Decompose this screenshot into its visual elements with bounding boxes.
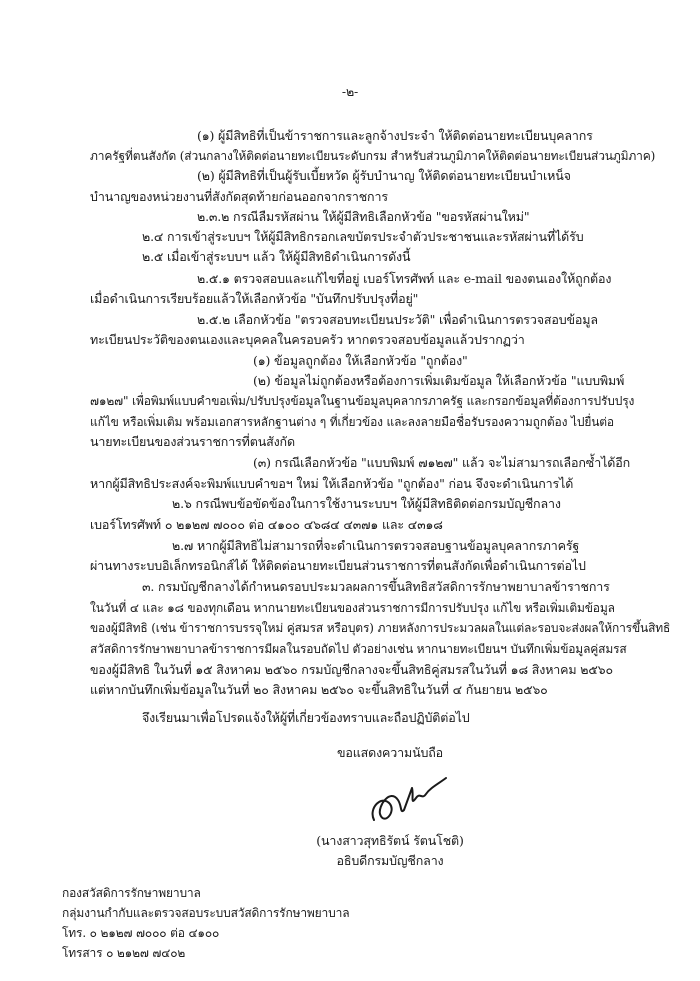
signature-image (360, 770, 450, 832)
paragraph-line: แก้ไข หรือเพิ่มเติม พร้อมเอกสารหลักฐานต่าง ๆ ที่เกี่ยวข้อง และลงลายมือชื่อรับรองความถูกต้อง ไปยื่นต่อ (90, 415, 614, 429)
closing-text: ขอแสดงความนับถือ (336, 745, 444, 760)
footer-dept: กองสวัสดิการรักษาพยาบาล (62, 886, 201, 900)
page-number: -๒- (341, 84, 359, 99)
footer-fax: โทรสาร ๐ ๒๑๒๗ ๗๔๐๒ (62, 946, 186, 960)
paragraph-line: ๒.๖ กรณีพบข้อขัดข้องในการใช้งานระบบฯ ให้ผู้มีสิทธิติดต่อกรมบัญชีกลาง (172, 496, 561, 511)
paragraph-line: ของผู้มีสิทธิ ในวันที่ ๑๕ สิงหาคม ๒๕๖๐ กรมบัญชีกลางจะขึ้นสิทธิคู่สมรสในวันที่ ๑๘ สิงหาคม ๒๕๖๐ (90, 662, 613, 677)
paragraph-line: ๒.๕ เมื่อเข้าสู่ระบบฯ แล้ว ให้ผู้มีสิทธิดำเนินการดังนี้ (142, 249, 411, 264)
paragraph-line: ๒.๗ หากผู้มีสิทธิไม่สามารถที่จะดำเนินการตรวจสอบฐานข้อมูลบุคลากรภาครัฐ (172, 538, 580, 553)
paragraph-line: บำนาญของหน่วยงานที่สังกัดสุดท้ายก่อนออกจากราชการ (90, 189, 388, 204)
footer-division: กลุ่มงานกำกับและตรวจสอบระบบสวัสดิการรักษาพยาบาล (62, 906, 350, 920)
paragraph-line: ๒.๕.๑ ตรวจสอบและแก้ไขที่อยู่ เบอร์โทรศัพท์ และ e-mail ของตนเองให้ถูกต้อง (197, 271, 612, 286)
paragraph-line: ผ่านทางระบบอิเล็กทรอนิกส์ได้ ให้ติดต่อนายทะเบียนส่วนราชการที่ตนสังกัดเพื่อดำเนินการต่อไป (90, 558, 586, 573)
paragraph-line: ๓. กรมบัญชีกลางได้กำหนดรอบประมวลผลการขึ้นสิทธิสวัสดิการรักษาพยาบาลข้าราชการ (142, 579, 610, 594)
paragraph-line: หากผู้มีสิทธิประสงค์จะพิมพ์แบบคำขอฯ ใหม่ ให้เลือกหัวข้อ "ถูกต้อง" ก่อน จึงจะดำเนินการได้ (90, 476, 574, 491)
paragraph-line: (๓) กรณีเลือกหัวข้อ "แบบพิมพ์ ๗๑๒๗" แล้ว จะไม่สามารถเลือกซ้ำได้อีก (253, 455, 631, 470)
paragraph-line: ๒.๔ การเข้าสู่ระบบฯ ให้ผู้มีสิทธิกรอกเลขบัตรประจำตัวประชาชนและรหัสผ่านที่ได้รับ (142, 229, 584, 244)
paragraph-line: แต่หากบันทึกเพิ่มข้อมูลในวันที่ ๒๐ สิงหาคม ๒๕๖๐ จะขึ้นสิทธิในวันที่ ๔ กันยายน ๒๕๖๐ (90, 682, 548, 697)
paragraph-line: (๒) ผู้มีสิทธิที่เป็นผู้รับเบี้ยหวัด ผู้รับบำนาญ ให้ติดต่อนายทะเบียนบำเหน็จ (197, 168, 571, 183)
paragraph-line: ๒.๓.๒ กรณีลืมรหัสผ่าน ให้ผู้มีสิทธิเลือกหัวข้อ "ขอรหัสผ่านใหม่" (197, 209, 530, 224)
paragraph-line: เมื่อดำเนินการเรียบร้อยแล้วให้เลือกหัวข้อ "บันทึกปรับปรุงที่อยู่" (90, 291, 419, 306)
footer-tel: โทร. ๐ ๒๑๒๗ ๗๐๐๐ ต่อ ๔๑๐๐ (62, 926, 220, 940)
paragraph-line: ๒.๕.๒ เลือกหัวข้อ "ตรวจสอบทะเบียนประวัติ" เพื่อดำเนินการตรวจสอบข้อมูล (197, 312, 598, 327)
paragraph-line: (๒) ข้อมูลไม่ถูกต้องหรือต้องการเพิ่มเติมข้อมูล ให้เลือกหัวข้อ "แบบพิมพ์ (253, 373, 625, 388)
signer-title: อธิบดีกรมบัญชีกลาง (336, 853, 444, 868)
paragraph-line: (๑) ผู้มีสิทธิที่เป็นข้าราชการและลูกจ้างประจำ ให้ติดต่อนายทะเบียนบุคลากร (197, 128, 593, 143)
paragraph-line: สวัสดิการรักษาพยาบาลข้าราชการมีผลในรอบถัดไป ตัวอย่างเช่น หากนายทะเบียนฯ บันทึกเพิ่มข้อมูลคู่สมรส (90, 642, 627, 656)
paragraph-line: ทะเบียนประวัติของตนเองและบุคคลในครอบครัว หากตรวจสอบข้อมูลแล้วปรากฏว่า (90, 332, 525, 347)
paragraph-line: ของผู้มีสิทธิ (เช่น ข้าราชการบรรจุใหม่ คู่สมรส หรือบุตร) ภายหลังการประมวลผลในแต่ละรอบจะส่งผลให้การขึ้นสิทธิ (90, 621, 671, 635)
paragraph-line: ๗๑๒๗" เพื่อพิมพ์แบบคำขอเพิ่ม/ปรับปรุงข้อมูลในฐานข้อมูลบุคลากรภาครัฐ และกรอกข้อมูลที่ต้องการปรับปรุง (90, 394, 635, 408)
paragraph-line: เบอร์โทรศัพท์ ๐ ๒๑๒๗ ๗๐๐๐ ต่อ ๔๑๐๐ ๔๖๘๔ ๔๓๗๑ และ ๔๓๑๘ (90, 517, 443, 532)
paragraph-line: ภาครัฐที่ตนสังกัด (ส่วนกลางให้ติดต่อนายทะเบียนระดับกรม สำหรับส่วนภูมิภาคให้ติดต่อนายทะเบียนส่วนภูมิภาค) (90, 149, 656, 163)
paragraph-line: นายทะเบียนของส่วนราชการที่ตนสังกัด (90, 434, 295, 449)
paragraph-line: (๑) ข้อมูลถูกต้อง ให้เลือกหัวข้อ "ถูกต้อง" (253, 353, 468, 368)
paragraph-line: จึงเรียนมาเพื่อโปรดแจ้งให้ผู้ที่เกี่ยวข้องทราบและถือปฏิบัติต่อไป (142, 710, 470, 725)
paragraph-line: ในวันที่ ๔ และ ๑๘ ของทุกเดือน หากนายทะเบียนของส่วนราชการมีการปรับปรุง แก้ไข หรือเพิ่มเติมข้อมูล (90, 601, 615, 615)
signer-name: (นางสาวสุทธิรัตน์ รัตนโชติ) (316, 833, 464, 848)
